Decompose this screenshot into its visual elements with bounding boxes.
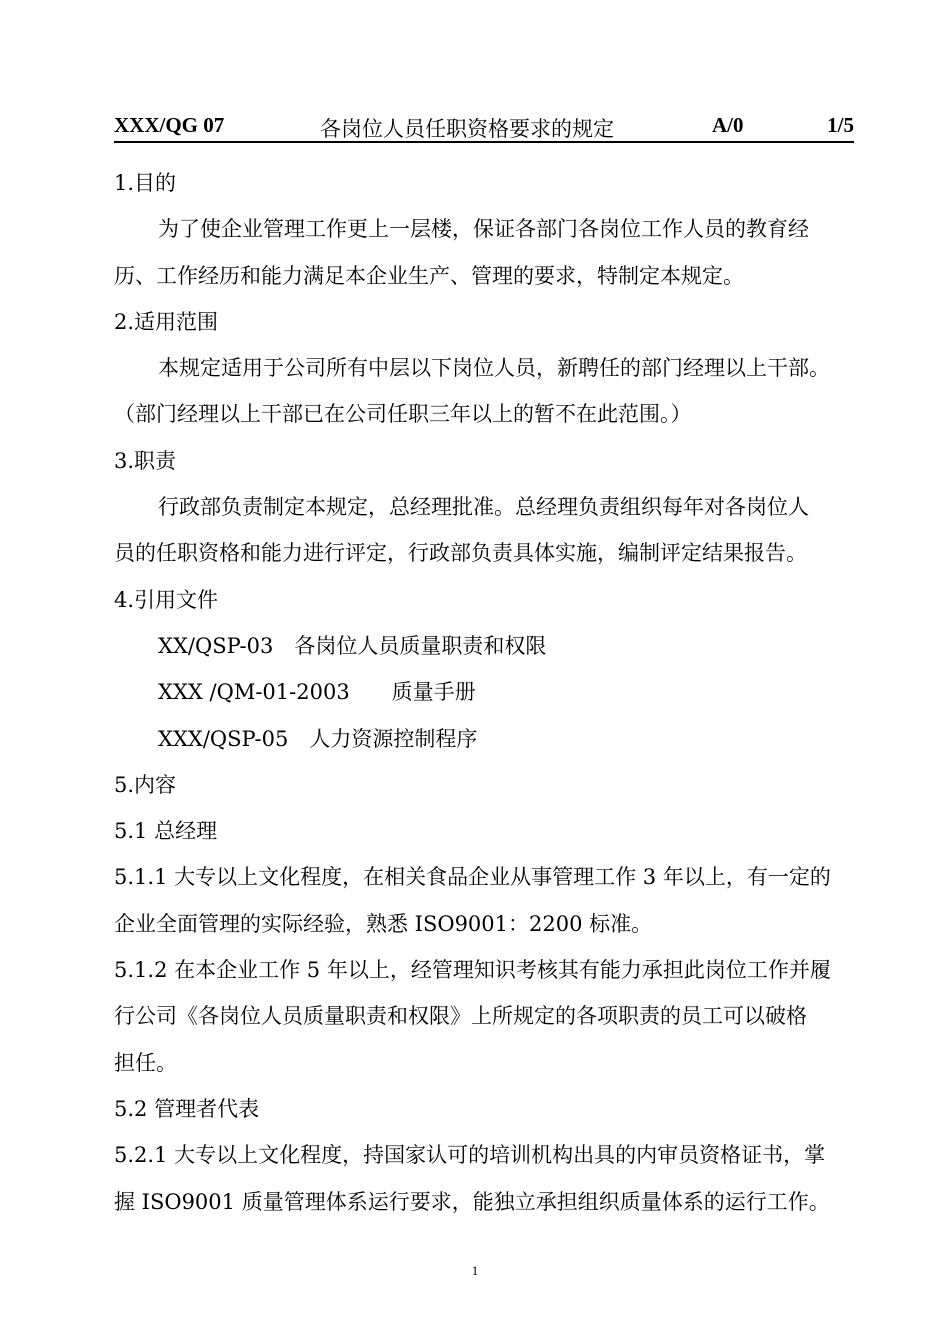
paragraph-line: 历、工作经历和能力满足本企业生产、管理的要求，特制定本规定。 xyxy=(114,263,744,288)
paragraph-line: 本规定适用于公司所有中层以下岗位人员，新聘任的部门经理以上干部。 xyxy=(158,356,830,381)
paragraph-line: （部门经理以上干部已在公司任职三年以上的暂不在此范围。） xyxy=(114,402,692,427)
paragraph-line: 担任。 xyxy=(114,1050,177,1075)
subsection-heading: 5.1 总经理 xyxy=(114,819,218,844)
paragraph-line: 行公司《各岗位人员质量职责和权限》上所规定的各项职责的员工可以破格 xyxy=(114,1004,807,1029)
subsection-heading: 5.2 管理者代表 xyxy=(114,1096,260,1121)
section-heading-responsibilities: 3.职责 xyxy=(114,448,177,473)
document-title: 各岗位人员任职资格要求的规定 xyxy=(320,117,614,141)
document-code: XXX/QG 07 xyxy=(114,113,225,137)
paragraph-line: 5.1.1 大专以上文化程度，在相关食品企业从事管理工作 3 年以上，有一定的 xyxy=(114,865,831,890)
section-heading-references: 4.引用文件 xyxy=(114,587,219,612)
reference-item: XX/QSP-03 各岗位人员质量职责和权限 xyxy=(158,633,547,658)
paragraph-line: 行政部负责制定本规定，总经理批准。总经理负责组织每年对各岗位人 xyxy=(158,495,809,520)
paragraph-line: 5.2.1 大专以上文化程度，持国家认可的培训机构出具的内审员资格证书，掌 xyxy=(114,1143,826,1168)
paragraph-line: 握 ISO9001 质量管理体系运行要求，能独立承担组织质量体系的运行工作。 xyxy=(114,1189,830,1214)
paragraph-line: 企业全面管理的实际经验，熟悉 ISO9001：2200 标准。 xyxy=(114,911,653,936)
section-heading-content: 5.内容 xyxy=(114,772,177,797)
revision-label: A/0 xyxy=(712,113,744,137)
paragraph-line: 员的任职资格和能力进行评定，行政部负责具体实施，编制评定结果报告。 xyxy=(114,541,807,566)
paragraph-line: 为了使企业管理工作更上一层楼，保证各部门各岗位工作人员的教育经 xyxy=(158,217,809,242)
document-body xyxy=(114,160,860,1225)
reference-item: XXX /QM-01-2003 质量手册 xyxy=(158,680,476,705)
section-heading-purpose: 1.目的 xyxy=(114,171,177,195)
reference-item: XXX/QSP-05 人力资源控制程序 xyxy=(158,726,478,751)
section-heading-scope: 2.适用范围 xyxy=(114,309,219,334)
page-count: 1/5 xyxy=(827,113,854,137)
paragraph-line: 5.1.2 在本企业工作 5 年以上，经管理知识考核其有能力承担此岗位工作并履 xyxy=(114,958,831,983)
page-number: 1 xyxy=(471,1263,479,1278)
document-header xyxy=(114,111,854,143)
